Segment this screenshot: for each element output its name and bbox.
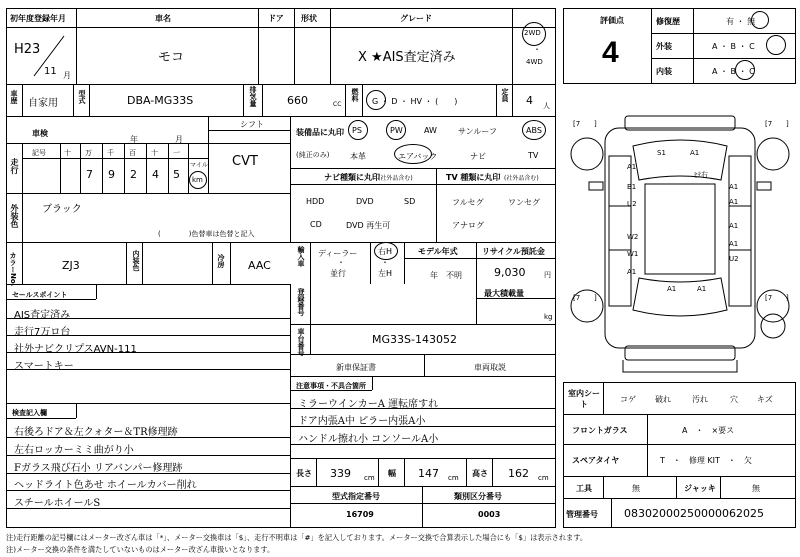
seat-opt-2: 汚れ — [692, 395, 708, 404]
inspector-line-2: Fガラス飛び石小 リアバンパー修理跡 — [14, 463, 183, 474]
kg-rear-right-close: ] — [786, 294, 789, 302]
fuel-label: 燃料 — [351, 88, 359, 102]
car-grade: X ★AIS査定済み — [358, 50, 456, 65]
unit-2: 千 — [107, 149, 114, 157]
equip-ps: PS — [352, 126, 362, 135]
year-label: 初年度登録年月 — [10, 14, 66, 23]
fuel-options: G ・ D ・ HV ・ ( ) — [372, 97, 458, 106]
model-label: 型式 — [78, 90, 86, 104]
km-unit: km — [192, 176, 203, 184]
mark-b1-l: B1 — [627, 183, 637, 191]
mark-w2-l: W2 — [627, 233, 639, 241]
equip-aw: AW — [424, 126, 437, 135]
tv-label: TV 種類に丸印 — [446, 173, 501, 182]
unit-1: 万 — [85, 149, 92, 157]
height-label: 高さ — [472, 469, 488, 478]
inspector-line-0: 右後ろドア＆左クォター＆TR修理跡 — [14, 427, 178, 438]
color-label: 外装色 — [10, 204, 19, 228]
notes-line-0: ミラーウインカーA 運転席すれ — [298, 399, 439, 410]
tv-analog: アナログ — [452, 221, 484, 230]
navi-sd: SD — [404, 197, 416, 206]
ext-circle — [766, 35, 786, 55]
width-value: 147 — [418, 467, 439, 480]
digit-4: 5 — [173, 168, 180, 181]
sales-line-0: AIS査定済み — [14, 310, 71, 321]
shaken-label: 車検 — [32, 129, 48, 138]
width-label: 幅 — [388, 469, 396, 478]
tv-fullseg: フルセグ — [452, 198, 484, 207]
mark-a1-r4: A1 — [729, 240, 739, 248]
month-value: 11 — [44, 66, 57, 77]
type-no-label: 型式指定番号 — [332, 492, 380, 501]
handle-right: 右H — [378, 247, 393, 256]
shift-value: CVT — [232, 154, 258, 169]
capacity-value: 4 — [526, 94, 533, 107]
displacement-value: 660 — [287, 94, 308, 107]
new-car-warranty: 新車保証書 — [336, 363, 376, 372]
cc-unit: CC — [333, 101, 342, 108]
length-value: 339 — [330, 467, 351, 480]
color-note: ( )色替車は色替と記入 — [158, 230, 255, 238]
spare-value: T ・ 修理 KIT ・ 欠 — [660, 456, 752, 465]
footer-line-1: 注)走行距離の記号欄にはメーター改ざん車は「*」、メーター交換車は「$」、走行不明車は「#」を記入しております。メーター交換で合算表示した場合にも「$」は表示されます。 — [6, 533, 588, 542]
chassis-label: 車台番号 — [297, 328, 305, 356]
shaken-month-unit: 月 — [175, 135, 183, 144]
era-value: H23 — [14, 42, 41, 57]
class-label: 類別区分番号 — [454, 492, 502, 501]
mile-label: マイル — [190, 162, 208, 169]
mark-u2-r: U2 — [729, 255, 739, 263]
mark-a1-roof: A1 — [690, 149, 700, 157]
width-unit: cm — [448, 474, 459, 482]
shape-label: 形状 — [301, 14, 317, 23]
seat-opt-4: キズ — [757, 395, 773, 404]
mark-sub: ﾋﾃ右 — [694, 171, 708, 179]
navi-dvd: DVD — [356, 197, 374, 206]
jack-label: ジャッキ — [684, 484, 716, 493]
digit-1: 9 — [108, 168, 115, 181]
repair-circle — [751, 11, 769, 29]
handle-dot: ・ — [381, 258, 389, 267]
jack-value: 無 — [752, 484, 760, 493]
equip-leather: 本革 — [350, 152, 366, 161]
length-unit: cm — [364, 474, 375, 482]
interior-color-label: 内装色 — [132, 250, 140, 271]
int-circle — [735, 60, 755, 80]
max-load-label: 最大積載量 — [484, 289, 524, 298]
int-opts: A ・ B ・ C — [712, 67, 755, 76]
score-label: 評価点 — [600, 16, 624, 25]
glass-value: A ・ ×要ス — [682, 426, 735, 435]
color-value: ブラック — [42, 204, 82, 215]
color-no-label: カラーNo. — [9, 252, 17, 287]
spare-label: スペアタイヤ — [572, 456, 620, 465]
seat-label: 室内シート — [568, 389, 600, 409]
shift-label: シフト — [240, 120, 264, 129]
unit-0: 十 — [64, 149, 71, 157]
tools-value: 無 — [632, 484, 640, 493]
color-no-value: ZJ3 — [62, 259, 80, 272]
mark-a1-rear: A1 — [667, 285, 677, 293]
seat-opt-1: 破れ — [655, 395, 671, 404]
navi-cd: CD — [310, 220, 322, 229]
kg-rear-right: [7 — [765, 294, 773, 302]
ac-label: 冷房 — [217, 254, 225, 268]
notes-line-1: ドア内張A中 ピラー内張A小 — [298, 416, 426, 427]
ac-value: AAC — [248, 259, 271, 272]
unit-3: 百 — [129, 149, 136, 157]
drive-2wd: 2WD — [524, 29, 541, 37]
import-parallel: 並行 — [330, 269, 346, 278]
repair-label: 修復歴 — [656, 17, 680, 26]
shaken-year-unit: 年 — [130, 135, 138, 144]
sales-label: セールスポイント — [12, 291, 68, 299]
class-value: 0003 — [478, 510, 501, 519]
inspector-line-1: 左右ロッカーミミ曲がり小 — [14, 445, 134, 456]
kg-front-right: [7 — [765, 120, 773, 128]
height-value: 162 — [508, 467, 529, 480]
score-value: 4 — [602, 36, 619, 69]
recycle-value: 9,030 — [494, 266, 526, 279]
chassis-value: MG33S-143052 — [372, 333, 457, 346]
sales-line-1: 走行7万ロ台 — [14, 327, 71, 338]
equip-sunroof: サンルーフ — [458, 127, 497, 136]
navi-label: ナビ種類に丸印 — [324, 173, 380, 182]
tv-oneseg: ワンセグ — [508, 198, 540, 207]
notes-label: 注意事項・不具合箇所 — [296, 382, 366, 390]
kg-rear-left-close: ] — [594, 294, 597, 302]
equipment-label-sub: (純正のみ) — [296, 151, 330, 159]
equip-tv: TV — [528, 151, 539, 160]
navi-dvd-play: DVD 再生可 — [346, 221, 391, 230]
equip-airbag: エアバック — [398, 152, 438, 161]
mark-a1-l1: A1 — [627, 163, 637, 171]
inspector-line-4: スチールホイールS — [14, 498, 101, 509]
mgmt-value: 08302000250000062025 — [624, 507, 764, 520]
seat-opt-0: コゲ — [620, 395, 636, 404]
door-label: ドア — [268, 14, 284, 23]
mark-s1: S1 — [657, 149, 666, 157]
unit-4: 十 — [151, 149, 158, 157]
grade-label: グレード — [400, 14, 432, 23]
name-label: 車名 — [155, 14, 171, 23]
month-unit: 月 — [63, 71, 71, 80]
kg-rear-left: [7 — [573, 294, 581, 302]
mark-w1-l: W1 — [627, 250, 639, 258]
ext-opts: A ・ B ・ C — [712, 42, 755, 51]
model-value: DBA-MG33S — [127, 94, 194, 107]
footer-line-2: 注)メーター交換の条件を満たしていないものはメーター改ざん車扱いとなります。 — [6, 545, 275, 554]
mark-a1-r1: A1 — [729, 183, 739, 191]
mgmt-label: 管理番号 — [566, 510, 598, 519]
digit-0: 7 — [86, 168, 93, 181]
equip-abs: ABS — [526, 126, 542, 135]
length-label: 長さ — [296, 469, 312, 478]
height-unit: cm — [538, 474, 549, 482]
displacement-label: 排気量 — [249, 86, 257, 107]
repair-opts: 有 ・ 無 — [726, 17, 756, 26]
model-year-value: 年 不明 — [430, 271, 462, 280]
equipment-label: 装備品に丸印 — [296, 128, 344, 137]
digit-3: 4 — [152, 168, 159, 181]
mark-a1-r2: A1 — [729, 198, 739, 206]
car-name: モコ — [158, 50, 185, 65]
mark-a1-l2: A1 — [627, 268, 637, 276]
kigo-label: 記号 — [32, 149, 46, 157]
capacity-label: 定員 — [501, 88, 509, 102]
car-diagram-svg — [563, 110, 796, 378]
sales-line-2: 社外ナビクリプスAVN-111 — [14, 344, 137, 355]
recycle-label: リサイクル預託金 — [482, 247, 545, 256]
history-label: 車歴 — [10, 90, 18, 104]
kg-front-right-close: ] — [786, 120, 789, 128]
seat-opt-3: 穴 — [730, 395, 738, 404]
equip-pw: PW — [390, 126, 403, 135]
import-dot: ・ — [337, 258, 345, 267]
import-dealer: ディーラー — [318, 249, 358, 258]
unit-5: 一 — [173, 149, 180, 157]
tools-label: 工具 — [576, 484, 592, 493]
int-label: 内装 — [656, 67, 672, 76]
equip-navi: ナビ — [470, 152, 486, 161]
manual: 車両取説 — [474, 363, 506, 372]
mileage-label: 走行 — [10, 158, 19, 174]
notes-line-2: ハンドル擦れ小 コンソールA小 — [298, 434, 439, 445]
mark-a1-rear2: A1 — [697, 285, 707, 293]
import-label: 輸入車 — [297, 246, 305, 267]
yen-unit: 円 — [544, 271, 551, 279]
navi-hdd: HDD — [306, 197, 325, 206]
navi-sub: (社外品含む) — [378, 175, 413, 182]
ext-label: 外装 — [656, 42, 672, 51]
mark-a1-r3: A1 — [729, 222, 739, 230]
glass-label: フロントガラス — [572, 426, 628, 435]
kg-unit: kg — [544, 313, 553, 321]
digit-2: 2 — [130, 168, 137, 181]
inspector-label: 検査記入欄 — [12, 409, 47, 417]
type-no-value: 16709 — [346, 510, 374, 519]
mark-u2-l: U2 — [627, 200, 637, 208]
drive-4wd: 4WD — [526, 58, 543, 66]
kg-front-left: [7 — [573, 120, 581, 128]
handle-left: 左H — [378, 269, 393, 278]
inspector-line-3: ヘッドライト色あせ ホイールカバー削れ — [14, 480, 197, 491]
sales-line-3: スマートキー — [14, 361, 74, 372]
kg-front-left-close: ] — [594, 120, 597, 128]
tv-sub: (社外品含む) — [504, 175, 539, 182]
person-unit: 人 — [543, 102, 550, 110]
use-value: 自家用 — [28, 98, 58, 109]
reg-label: 登録番号 — [297, 288, 305, 316]
drive-dot: ・ — [533, 45, 541, 54]
model-year-label: モデル年式 — [418, 247, 458, 256]
